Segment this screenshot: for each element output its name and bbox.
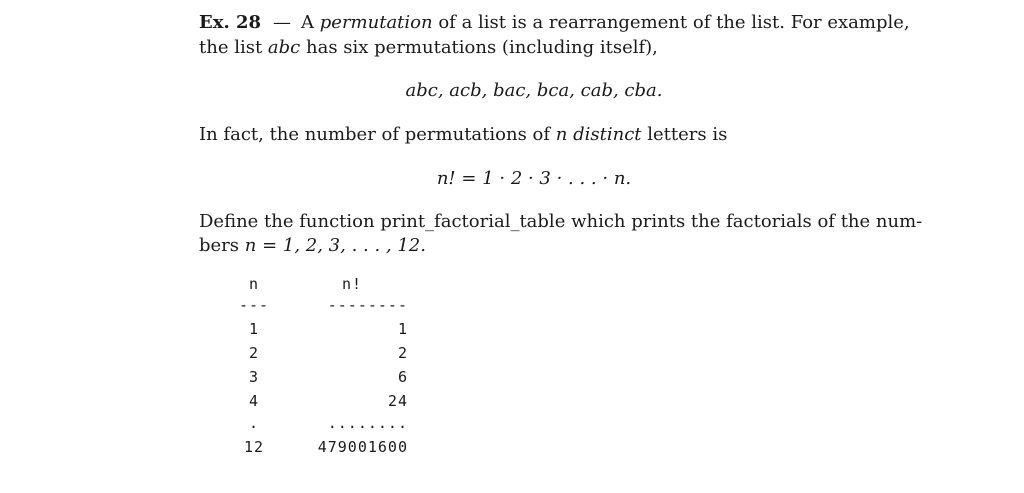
fact-distinct: distinct bbox=[573, 124, 642, 145]
line2-pre: the list bbox=[199, 37, 263, 58]
table-ellipsis-n: . bbox=[248, 414, 260, 432]
bers-pre: bers bbox=[199, 235, 240, 256]
function-name: print_factorial_table bbox=[380, 211, 566, 232]
table-last-factorial: 479001600 bbox=[317, 438, 408, 456]
table-last-n: 12 bbox=[243, 438, 265, 456]
exercise-line-2 bbox=[199, 37, 658, 59]
fact-pre: In fact, the number of permutations of bbox=[199, 124, 551, 145]
factorial-formula: n! = 1 · 2 · 3 · . . . · n. bbox=[436, 168, 632, 189]
table-header-factorial: n! bbox=[341, 275, 363, 293]
fact-line bbox=[199, 124, 727, 146]
line2-var: abc bbox=[267, 37, 301, 58]
table-row-n: 1 bbox=[248, 320, 260, 338]
table-rule-n: --- bbox=[238, 296, 270, 314]
table-header-n: n bbox=[248, 275, 260, 293]
table-rule-factorial: -------- bbox=[327, 296, 408, 314]
permutation-list: abc, acb, bac, bca, cab, cba. bbox=[405, 80, 663, 101]
exercise-line-1 bbox=[199, 12, 910, 34]
table-row-factorial: 2 bbox=[397, 344, 408, 362]
define-post: which prints the factorials of the num- bbox=[571, 211, 923, 232]
table-row-factorial: 24 bbox=[387, 392, 408, 410]
intro-rest: of a list is a rearrangement of the list. For example, bbox=[438, 12, 910, 33]
fact-n: n bbox=[555, 124, 568, 145]
intro-word: A bbox=[301, 12, 315, 33]
intro-term: permutation bbox=[319, 12, 433, 33]
table-row-n: 2 bbox=[248, 344, 260, 362]
em-dash: — bbox=[273, 12, 292, 33]
table-row-n: 3 bbox=[248, 368, 260, 386]
table-row-factorial: 1 bbox=[397, 320, 408, 338]
fact-post: letters is bbox=[647, 124, 728, 145]
line2-post: has six permutations (including itself), bbox=[306, 37, 658, 58]
exercise-label: Ex. 28 bbox=[199, 12, 262, 33]
bers-line bbox=[199, 235, 426, 257]
table-ellipsis-factorial: ........ bbox=[327, 414, 408, 432]
define-line bbox=[199, 211, 922, 233]
define-pre: Define the function bbox=[199, 211, 375, 232]
table-row-factorial: 6 bbox=[397, 368, 408, 386]
table-row-n: 4 bbox=[248, 392, 260, 410]
bers-formula: n = 1, 2, 3, . . . , 12. bbox=[244, 235, 426, 256]
